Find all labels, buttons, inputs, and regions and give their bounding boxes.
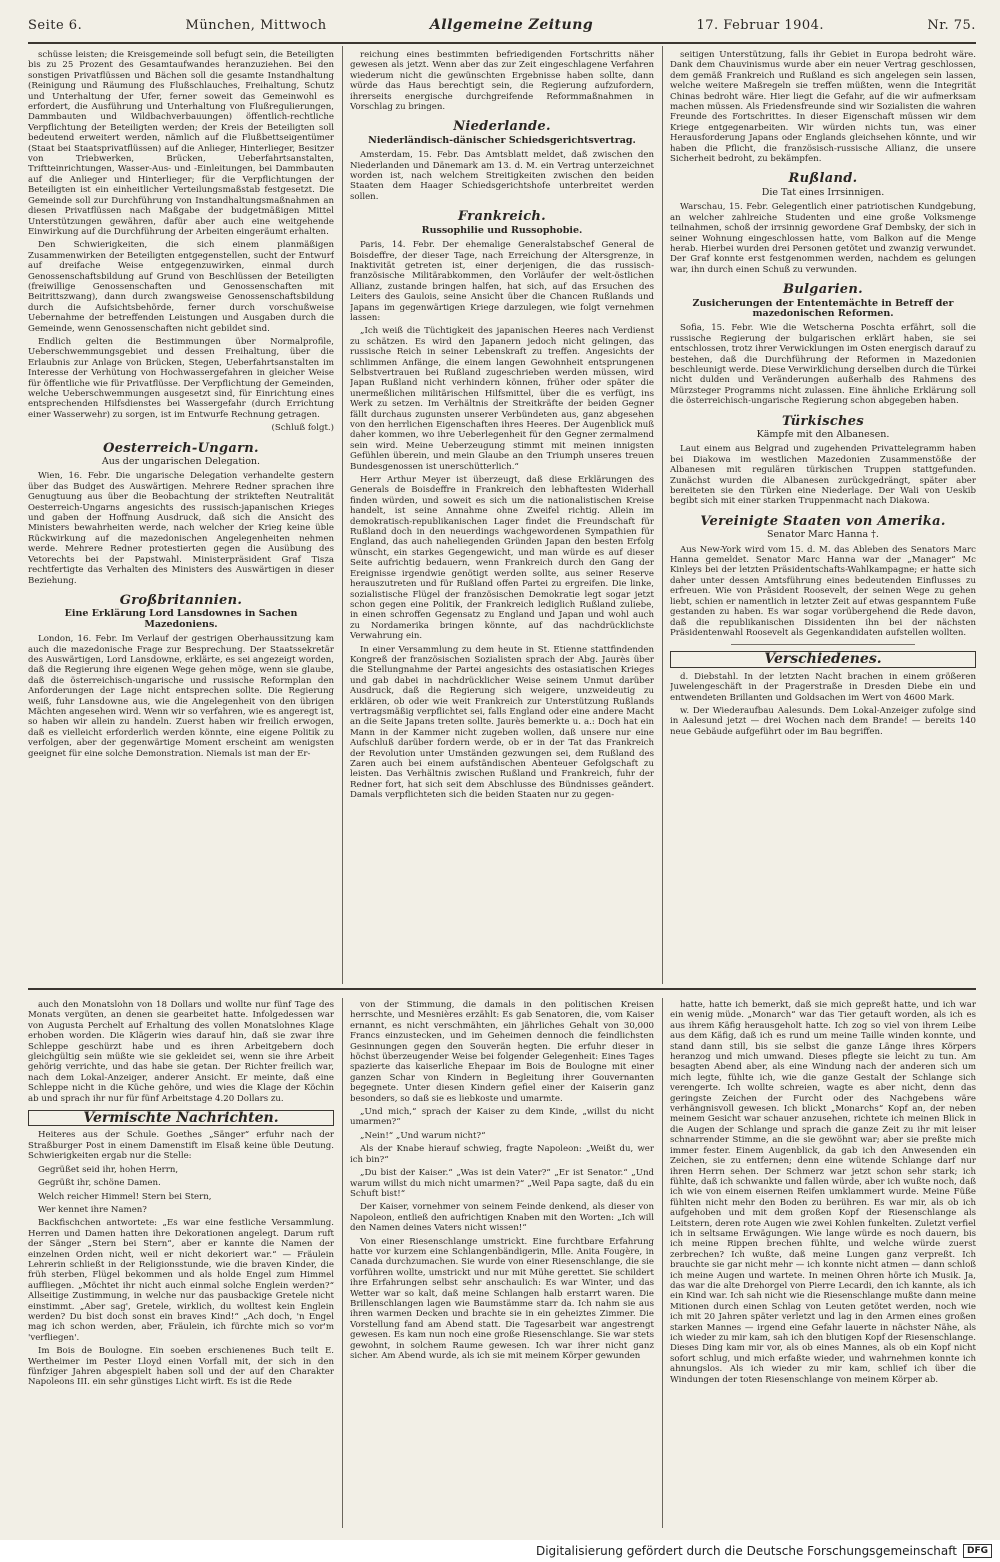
feuilleton-column-2: [350, 1000, 654, 1528]
poem-line: Welch reicher Himmel! Stern bei Stern,: [38, 1191, 212, 1202]
subheading: Die Tat eines Irrsinnigen.: [761, 186, 885, 198]
article-text: d. Diebstahl. In der letzten Nacht brachen in einem größeren Juwelengeschäft in der Pragerstraße in Dresden Diebe ein und entwendeten Brillanten und Goldsachen im Wert von 4600 Mark.: [670, 671, 976, 703]
article-text: Als der Knabe hierauf schwieg, fragte Napoleon: „Weißt du, wer ich bin?“: [350, 1144, 654, 1165]
subheading: Aus der ungarischen Delegation.: [101, 456, 261, 468]
page-header: [28, 8, 976, 44]
digitization-footer: [0, 1540, 1000, 1562]
section-heading-tuerkisches: Türkisches: [781, 413, 864, 429]
article-text: Paris, 14. Febr. Der ehemalige Generalstabschef General de Boisdeffre, der dieser Tage, nach Erreichung der Altersgrenze, in Inaktivität getreten ist, einer derjenigen, die das russisch-französische Militärabkommen, den Vorläufer der welt-östlichen Allianz, zustande bringen halfen, hat sich, auf das Ersuchen des Leiters des Gaulois, seine Ansicht über die Chancen Rußlands und Japans im gegenwärtigen Kriege darzulegen, wie folgt vernehmen lassen:: [350, 240, 654, 323]
section-heading-frankreich: Frankreich.: [458, 209, 546, 225]
subheading: Senator Marc Hanna †.: [767, 529, 879, 541]
poem-line: Gegrüßet seid ihr, hohen Herrn,: [38, 1164, 179, 1175]
article-text: Den Schwierigkeiten, die sich einem planmäßigen Zusammenwirken der Beteiligten entgegenstellen, sucht der Entwurf auf dreifache Weise entgegenzuwirken, einmal durch Genossenschaftsbildung auf Grund von Beschlüssen der Beteiligten (freiwillige Genossenschaften und Genossenschaften mit Beitrittszwang), dann durch zwangsweise Genossenschaftsbildung durch die Aufsichtsbehörde, ferner durch vorschußweise Uebernahme der betreffenden Leistungen und Ausgaben durch die Gemeinde, wenn Genossenschaften nicht gebildet sind.: [28, 240, 334, 334]
section-heading-vermischte-nachrichten: Vermischte Nachrichten.: [28, 1110, 334, 1126]
article-text: London, 16. Febr. Im Verlauf der gestrigen Oberhaussitzung kam auch die mazedonische Frage zur Besprechung. Der Staatssekretär des Auswärtigen, Lord Lansdowne, erklärte, es sei angezeigt worden, daß die Regierung ihre eigenen Wege gehen möge, wenn sie glaube, daß die österreichisch-ungarische und russische Reformplan den Anforderungen der Lage nicht entsprechen sollte. Die Regierung weiß, fuhr Lansdowne aus, wie die Angelegenheit von den übrigen Mächten angesehen wird. Wenn wir so verfahren, wie es angeregt ist, so haben wir allein zu handeln. Zuerst haben wir freilich erwogen, daß es vielleicht erforderlich werden könnte, eine eigene Politik zu verfolgen, aber der gegenwärtige Moment erscheint am wenigsten geeignet für eine solche Demonstration. Niemals ist man der Er-: [28, 634, 334, 759]
article-text: Heiteres aus der Schule. Goethes „Sänger“ erfuhr nach der Straßburger Post in einem Damenstift im Elsaß keine üble Deutung. Schwierigkeiten ergab nur die Stelle:: [28, 1130, 334, 1162]
subheading: Russophilie und Russophobie.: [421, 224, 583, 236]
article-text: w. Der Wiederaufbau Aalesunds. Dem Lokal-Anzeiger zufolge sind in Aalesund jetzt — drei Wochen nach dem Brande! — bereits 140 neue Gebäude aufgeführt oder im Bau begriffen.: [670, 705, 976, 737]
article-text: Der Kaiser, vornehmer von seinem Feinde denkend, als dieser von Napoleon, entließ den aufrichtigen Knaben mit den Worten: „Ich will den Namen deines Vaters nicht wissen!“: [350, 1202, 654, 1234]
divider: [731, 644, 915, 645]
subheading: Niederländisch-dänischer Schiedsgerichtsvertrag.: [368, 134, 636, 146]
column-rule: [662, 46, 663, 984]
section-heading-russland: Rußland.: [788, 171, 858, 187]
column-rule: [342, 998, 343, 1528]
section-heading-bulgarien: Bulgarien.: [783, 282, 863, 298]
newspaper-title: Allgemeine Zeitung: [429, 17, 594, 33]
article-text: schüsse leisten; die Kreisgemeinde soll befugt sein, die Beteiligten bis zu 25 Prozent des Gesamtaufwandes heranzuziehen. Bei den sonstigen Privatflüssen und Bächen soll die gesamte Instandhaltung (Reinigung und Räumung des Flußschlauches, Freihaltung, Schutz und Unterhaltung der Ufer, ferner soweit das Gemeinwohl es erfordert, die Ausführung und Unterhaltung von Flußregulierungen, Dammbauten und Wildbachverbauungen) öffentlich-rechtliche Verpflichtung der Beteiligten werden; der Kreis der Beteiligten soll bedeutend erweitert werden, nämlich auf die Flußbettseigentümer (Staat bei Staatsprivatflüssen) auf die Anlieger, Hinterlieger, Besitzer von Triebwerken, Brücken, Ueberfahrtsanstalten, Triftteinrichtungen, Wasser-Aus- und -Einleitungen, bei Dammbauten auf die Anlieger und Hinterlieger; für die Verpflichtungen der Beteiligten ist ein einheitlicher Verteilungsmaßstab festgesetzt. Die Gemeinde soll zur Durchführung von Instandhaltungsmaßnahmen an diesen Privatflüssen nach Maßgabe der budgetmäßigen Mittel Unterstützungen gewähren, dafür aber auch eine weitgehende Einwirkung auf die Durchführung der Arbeiten eingeräumt erhalten.: [28, 50, 334, 237]
column-rule: [662, 998, 663, 1528]
article-text: Backfischchen antwortete: „Es war eine festliche Versammlung. Herren und Damen hatten ihre Dekorationen angelegt. Darum ruft der Sänger „Stern bei Stern“, aber er kannte die Namen der einzelnen Orden nicht, weil er nicht dekoriert war.“ — Fräulein Lehrerin schließt in der Religionsstunde, wie die braven Kinder, die früh sterben, Flügel bekommen und als holde Engel zum Himmel auffliegen. „Möchtet ihr nicht auch einmal solche Englein werden?“ Allseitige Zustimmung, in welche nur das pausbackige Gretele nicht einstimmt. „Aber sag', Gretele, wirklich, du wolltest kein Englein werden? Du bist doch sonst ein braves Kind!“ „Ach doch, 'n Engel mag ich schon werden, aber, Fräulein, ich fürchte mich so vor'm 'verfliegen'.: [28, 1218, 334, 1343]
article-text: hatte, hatte ich bemerkt, daß sie mich gepreßt hatte, und ich war ein wenig müde. „Monarch“ war das Tier getauft worden, als ich es aus ihrem Käfig herausgeholt hatte. Ich zog so viel von ihrem Leibe aus dem Käfig, daß ich es rund um meine Taille winden konnte, und stand dann still, bis sie selbst die ganze Länge ihres Körpers heranzog und mich umwand. Dieses pflegte sie leicht zu tun. Am besagten Abend aber, als eine Windung nach der anderen sich um mich legte, fühlte ich, wie die ganze Gestalt der Schlange sich verengerte. Ich wollte schreien, wagte es aber nicht, denn das geringste Zeichen der Furcht oder des Nachgebens wäre verhängnisvoll gewesen. Ich blickt „Monarchs“ Kopf an, der neben meinem Gesicht war schauer anzusehen, richtete ich meinen Blick in die Augen der Schlange und sprach die ganze Zeit zu ihr mit leiser schnarrender Stimme, an die sie gewöhnt war; aber sie preßte mich immer fester. Einem Augenblick, da gab ich den Anwesenden ein Zeichen, sie zu entfernen; denn eine wütende Schlange darf nur ihren Herrn sehen. Der Schmerz war jetzt schon sehr stark; ich fühlte, daß ich schwankte und fallen würde, aber ich wußte noch, daß ich wie von einem eisernen Reifen umklammert wurde. Meine Füße fühlten nicht mehr den Boden zu berühren. Es war mir, als ob ich aufgehoben und mit dem großen Kopf der Riesenschlange als Leitstern, deren rote Augen wie zwei Kohlen funkelten. Zuletzt verfiel ich in seltsame Erwägungen. Wie lange würde es noch dauern, bis ich meine Rippen brechen fühlte, und welche würde zuerst zerbrechen? Ich wußte, daß meine Lungen ganz verpreßt. Ich brauchte sie gar nicht mehr — ich konnte nicht atmen — dann schloß ich meine Augen und wartete. In meinen Ohren hörte ich Musik. Ja, das war die alte Drehorgel von Pierre Lecardi, den ich kannte, als ich ein Kind war. Ich sah nicht wie die Riesenschlange mußte dann meine Mitionen durch einen Schlag von Leuten getötet werden, noch wie ich mit 20 Jahren später verletzt und lag in den Armen eines großen starken Mannes — irgend eine Gefahr lauerte in nächster Nähe, als ich wieder zu mir kam, sah ich den blutigen Kopf der Riesenschlange. Dieses Ding kam mir vor, als ob eines Mannes, als ob ein Kopf nicht sofort schlug, und mich erfaßte wieder, und wahrnehmen konnte ich ahnungslos. Als ich wieder zu mir kam, schlief ich über die Windungen der toten Riesenschlange von meinem Körper ab.: [670, 1000, 976, 1385]
column-3: [670, 50, 976, 984]
column-rule: [342, 46, 343, 984]
article-text: Laut einem aus Belgrad und zugehenden Privattelegramm haben bei Diakowa im westlichen Mazedonien Zusammenstöße der Albanesen mit regulären türkischen Truppen stattgefunden. Zunächst wurden die Albanesen zurückgedrängt, später aber bereiteten sie den Türken eine Niederlage. Der Wali von Ueskib begibt sich mit einer starken Truppenmacht nach Diakowa.: [670, 444, 976, 507]
article-text: seitigen Unterstützung, falls ihr Gebiet in Europa bedroht wäre. Dank dem Chauvinismus wurde aber ein neuer Vertrag geschlossen, dem gemäß Frankreich und Rußland es sich angelegen sein lassen, welche weitere Maßregeln sie treffen müßten, wenn die Integrität Chinas bedroht wäre. Hier liegt die Gefahr, auf die wir aufmerksam machen müssen. Als Friedensfreunde sind wir Sozialisten die wahren Freunde des Fortschrittes. In dieser Eigenschaft müssen wir dem Kriege entgegenarbeiten. Wir würden nichts tun, was einer Herausforderung Japans oder Englands gleichsehen könnte, und wir haben die Pflicht, die französisch-russische Allianz, die unsere Sicherheit bedroht, zu bekämpfen.: [670, 50, 976, 165]
page-number: Seite 6.: [28, 17, 83, 33]
article-text: Amsterdam, 15. Febr. Das Amtsblatt meldet, daß zwischen den Niederlanden und Dänemark am 13. d. M. ein Vertrag unterzeichnet worden ist, nach welchem Streitigkeiten zwischen den beiden Staaten dem Haager Schiedsgerichtshofe unterbreitet werden sollen.: [350, 150, 654, 202]
feuilleton-column-1: [28, 1000, 334, 1528]
article-text: „Du bist der Kaiser.“ „Was ist dein Vater?“ „Er ist Senator.“ „Und warum willst du mich nicht umarmen?“ „Weil Papa sagte, daß du ein Schuft bist!“: [350, 1168, 654, 1199]
article-text: von der Stimmung, die damals in den politischen Kreisen herrschte, und Mesnières erzählt: Es gab Senatoren, die, vom Kaiser ernannt, es nicht verschmähten, ein jährliches Gehalt von 30,000 Francs einzustecken, und im Geheimen dennoch die feindlichsten Gesinnungen gegen den Souverän hegten. Die erfuhr dieser in höchst überzeugender Weise bei folgender Gelegenheit: Eines Tages spazierte das kaiserliche Ehepaar im Bois de Boulogne mit einer ganzen Schar von Kindern in Begleitung ihrer Gouvernanten begegnete. Unter diesen Kindern gefiel einer der Kaiserin ganz besonders, so daß sie es liebkoste und umarmte.: [350, 1000, 654, 1104]
article-text: Von einer Riesenschlange umstrickt. Eine furchtbare Erfahrung hatte vor kurzem eine Schlangenbändigerin, Mlle. Anita Fougère, in Canada durchzumachen. Sie wurde von einer Riesenschlange, die sie vorführen wollte, umstrickt und nur mit Mühe gerettet. Sie schildert ihre Erfahrungen selbst sehr anschaulich: Es war Winter, und das Wetter war so kalt, daß meine Schlangen halb erstarrt waren. Die Brillenschlangen lagen wie Baumstämme starr da. Ich nahm sie aus ihren warmen Decken und brachte sie in ein geheiztes Zimmer. Die Vorstellung fand am Abend statt. Die Tagesarbeit war angestrengt gewesen. Es kam nun noch eine große Riesenschlange. Sie war stets gewohnt, in solchem Raume gewesen. Ich war ihrer nicht ganz sicher. Am Abend wurde, als ich sie mit meinem Körper gewunden: [350, 1236, 654, 1361]
article-text: „Ich weiß die Tüchtigkeit des japanischen Heeres nach Verdienst zu schätzen. Es wird den Japanern jedoch nicht gelingen, das russische Reich in seiner Lebenskraft zu treffen. Angesichts der schlimmen Anfänge, die einem langen Gewohnheit entsprungenen Selbstvertrauen bei Rußland zugeschrieben werden müssen, wird Japan Rußland nicht verhindern können, früher oder später die unermeßlichen militärischen Hilfsmittel, über die es verfügt, ins Werk zu setzen. Im Verhältnis der Streitkräfte der beiden Gegner fällt durchaus zugunsten unserer Verbündeten aus, ganz abgesehen von den herrlichen Eigenschaften ihres Heeres. Der Augenblick muß daher kommen, wo ihre Ueberlegenheit für den Gegner zermalmend sein wird. Meine Ueberzeugung stimmt mit meinen innigsten Gefühlen überein, und mein Glaube an den Triumph unseres treuen Bundesgenossen ist unerschütterlich.“: [350, 326, 654, 472]
article-text: Wien, 16. Febr. Die ungarische Delegation verhandelte gestern über das Budget des Auswärtigen. Mehrere Redner sprachen ihre Genugtuung aus über die Beobachtung der strikteften Neutralität Oesterreich-Ungarns angesichts des russisch-japanischen Krieges und gaben der Hoffnung Ausdruck, daß sich die Ansicht des Ministers bewahrheiten werde, nach welcher der Krieg keine üble Rückwirkung auf die mazedonischen Angelegenheiten nehmen werde. Mehrere Redner protestierten gegen die Ausübung des Vetorechts bei der Papstwahl. Ministerpräsident Graf Tisza rechtfertigte das Verhalten des Ministers des Auswärtigen in dieser Beziehung.: [28, 471, 334, 586]
continued-note: (Schluß folgt.): [271, 423, 334, 434]
section-heading-grossbritannien: Großbritannien.: [119, 592, 243, 608]
article-text: „Und mich,“ sprach der Kaiser zu dem Kinde, „willst du nicht umarmen?“: [350, 1107, 654, 1128]
article-text: auch den Monatslohn von 18 Dollars und wollte nur fünf Tage des Monats vergüten, an denen sie gearbeitet hatte. Infolgedessen war von Augusta Perchelt auf Erhaltung des vollen Monatslohnes Klage erhoben worden. Die Klägerin wies darauf hin, daß sie zwar ihre Schleppe geschürzt habe und es ihren Arbeitgebern doch gleichgültig sein müßte wie sie gekleidet sei, wenn sie ihre Arbeit gehörig verrichte, und das habe sie getan. Der Richter freilich war, nach dem Lokal-Anzeiger, anderer Ansicht. Er meinte, daß eine Schleppe nicht in die Küche gehöre, und wies die Klage der Köchin ab und sprach ihr nur für fünf Arbeitstage 4.20 Dollars zu.: [28, 1000, 334, 1104]
poem-line: Wer kennet ihre Namen?: [38, 1204, 147, 1215]
article-text: Im Bois de Boulogne. Ein soeben erschienenes Buch teilt E. Wertheimer im Pester Lloyd einen Vorfall mit, der sich in den fünfziger Jahren abgespielt haben soll und der auf den Charakter Napoleons III. ein sehr günstiges Licht wirft. Es ist die Rede: [28, 1346, 334, 1388]
article-text: Aus New-York wird vom 15. d. M. das Ableben des Senators Marc Hanna gemeldet. Senator Marc Hanna war der „Manager“ Mc Kinleys bei der letzten Präsidentschafts-Wahlkampagne; er hatte sich daher unter dessen Amtsführung eines bedeutenden Einflusses zu erfreuen. Wie von Präsident Roosevelt, der seinen Wege zu gehen liebt, schien er namentlich in letzter Zeit auf etwas gespanntem Fuße gestanden zu haben. Es war sogar vorübergehend die Rede davon, daß die republikanischen Dissidenten ihn bei der nächsten Präsidentenwahl Roosevelt als Gegenkandidaten aufstellen wollten.: [670, 544, 976, 638]
article-text: In einer Versammlung zu dem heute in St. Etienne stattfindenden Kongreß der französischen Sozialisten sprach der Abg. Jaurès über die Stellungnahme der Partei angesichts des ostasiatischen Krieges und gab dabei in nachdrücklicher Weise seinem Unmut darüber Ausdruck, daß die Regierung sich weigere, unzweideutig zu erklären, ob oder wie weit Frankreich zur Unterstützung Rußlands vertragsmäßig verpflichtet sei, falls England oder eine andere Macht an die Seite Japans treten sollte. Jaurès bemerkte u. a.: Doch hat ein Mann in der Kammer nicht zugeben wollen, daß unsere nur eine Aufschluß darüber fordern werde, ob er in der Tat das Frankreich der Revolution unter Umständen gezwungen sei, dem Rußland des Zaren auch bei einem aufständischen Abenteuer Gefolgschaft zu leisten. Das Verhältnis zwischen Rußland und Frankreich, fuhr der Redner fort, hat sich seit dem Abschlusse des Bündnisses geändert. Damals verpflichteten sich die beiden Staaten nur zu gegen-: [350, 644, 654, 801]
issue-place-day: München, Mittwoch: [185, 17, 327, 33]
article-text: Warschau, 15. Febr. Gelegentlich einer patriotischen Kundgebung, an welcher zahlreiche Studenten und eine große Volksmenge teilnahmen, schoß der irrsinnig gewordene Graf Dembsky, der sich in seiner Wohnung eingeschlossen hatte, vom Balkon auf die Menge herab. Hierbei wurden drei Personen getötet und zwanzig verwundet. Der Graf konnte erst festgenommen werden, nachdem es gelungen war, ihn durch einen Schuß zu verwunden.: [670, 202, 976, 275]
column-2: [350, 50, 654, 984]
subheading: Eine Erklärung Lord Lansdownes in Sachen Mazedoniens.: [64, 608, 298, 630]
issue-date: 17. Februar 1904.: [696, 17, 825, 33]
article-text: „Nein!“ „Und warum nicht?“: [360, 1130, 486, 1141]
section-heading-vereinigte-staaten: Vereinigte Staaten von Amerika.: [700, 513, 946, 529]
subheading: Zusicherungen der Ententemächte in Betreff der mazedonischen Reformen.: [692, 297, 954, 319]
section-heading-niederlande: Niederlande.: [453, 119, 551, 135]
article-text: reichung eines bestimmten befriedigenden Fortschritts näher gewesen als jetzt. Wenn aber das zur Zeit eingeschlagene Verfahren wiederum nicht die gewünschten Ergebnisse haben sollte, dann würde das Haus berechtigt sein, die Regierung aufzufordern, ihrerseits energische durchgreifende Reformmaßnahmen in Vorschlag zu bringen.: [350, 50, 654, 113]
section-divider: [28, 988, 976, 990]
subheading: Kämpfe mit den Albanesen.: [756, 429, 890, 440]
section-heading-verschiedenes: Verschiedenes.: [670, 651, 976, 667]
issue-number: Nr. 75.: [927, 17, 976, 33]
article-text: Endlich gelten die Bestimmungen über Normalprofile, Ueberschwemmungsgebiet und dessen Freihaltung, über die Erlaubnis zur Anlage von Brücken, Stegen, Ueberfahrtsanstalten im Interesse der Verhütung von Hochwassergefahren in gleicher Weise für öffentliche wie für Privatflüsse. Der Verpflichtung der Gemeinden, welche Ueberschwemmungen ausgesetzt sind, für Einrichtung eines entsprechenden Hilfsdienstes bei Wassergefahr (durch Errichtung einer Wasserwehr) zu sorgen, ist im Entwurfe Rechnung getragen.: [28, 336, 334, 420]
newspaper-page: [28, 8, 976, 1528]
article-text: Herr Arthur Meyer ist überzeugt, daß diese Erklärungen des Generals de Boisdeffre in Frankreich den lebhaftesten Widerhall finden würden, und soweit es sich um die nationalistischen Kreise handelt, ist seine Annahme ohne Zweifel richtig. Allein im demokratisch-republikanischen Lager findet die Freundschaft für Rußland doch in den neuerdings wachgewordenen Sympathien für England, das auch naheliegenden Gründen Japan den besten Erfolg wünscht, ein starkes Gegengewicht, und man würde es auf dieser Seite aufrichtig bedauern, wenn Frankreich durch den Gang der Ereignisse irgendwie genötigt werden sollte, aus seiner Reserve herauszutreten und für Rußland offen Partei zu ergreifen. Die linke, sozialistische Flügel der französischen Demokratie legt sogar jetzt schon gegen eine Politik, der Frankreich lediglich Rußland zuliebe, in einen schroffen Gegensatz zu England und Japan und wohl auch zu Nordamerika bringen könnte, auf das nachdrücklichste Verwahrung ein.: [350, 475, 654, 642]
article-text: Sofia, 15. Febr. Wie die Wetscherna Poschta erfährt, soll die russische Regierung der bulgarischen erklärt haben, sie sei entschlossen, trotz ihrer Verwicklungen im Osten energisch darauf zu bestehen, daß die Durchführung der Reformen in Mazedonien beschleunigt werde. Diese Verwirklichung derselben durch die Türkei nicht dulden und Veränderungen außerhalb des Rahmens des Mürzsteger Programms nicht zulassen. Eine ähnliche Erklärung soll die österreichisch-ungarische Regierung schon abgegeben haben.: [670, 323, 976, 407]
dfg-logo: DFG: [963, 1544, 992, 1558]
feuilleton-column-3: [670, 1000, 976, 1528]
footer-credit: Digitalisierung gefördert durch die Deutsche Forschungsgemeinschaft: [535, 1544, 957, 1558]
column-1: [28, 50, 334, 984]
poem-line: Gegrüßt ihr, schöne Damen.: [38, 1178, 161, 1189]
section-heading-oesterreich: Oesterreich-Ungarn.: [103, 440, 259, 456]
